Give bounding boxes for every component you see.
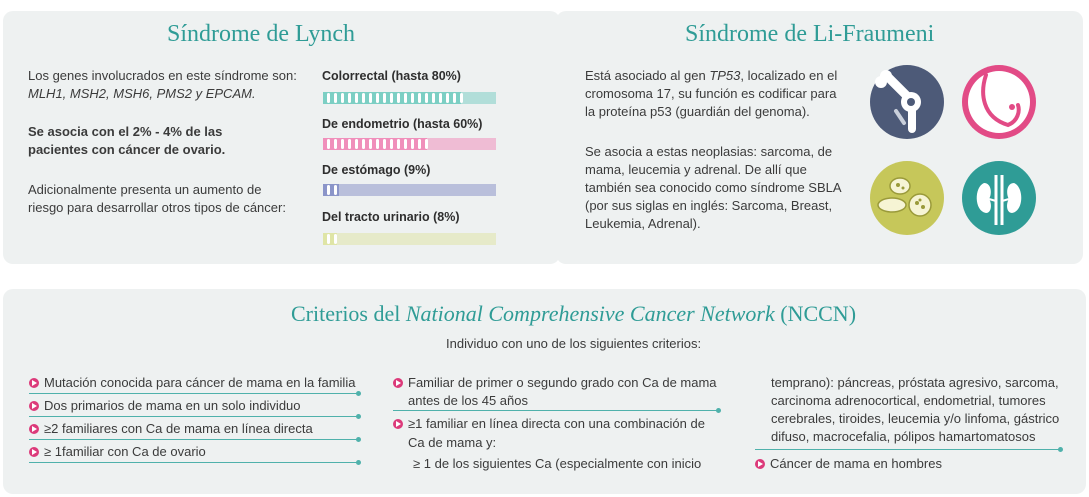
person-mark-icon xyxy=(339,92,346,104)
criteria-item xyxy=(393,374,717,391)
criteria-item xyxy=(29,374,355,391)
bullet-arrow-icon xyxy=(29,424,39,434)
criteria-text-cont: antes de los 45 años xyxy=(408,393,528,408)
bone-sarcoma-icon xyxy=(870,65,944,139)
person-mark-icon xyxy=(416,92,423,104)
li-p2-line4: (por sus siglas en inglés: Sarcoma, Breast, xyxy=(585,198,833,213)
li-fraumeni-card xyxy=(556,11,1083,264)
person-mark-icon xyxy=(332,138,339,150)
person-mark-icon xyxy=(437,92,444,104)
nccn-subtitle: Individuo con uno de los siguientes criterios: xyxy=(446,336,702,351)
lynch-genes-intro: Los genes involucrados en este síndrome son: xyxy=(28,68,297,83)
person-mark-icon xyxy=(353,92,360,104)
lynch-extra-line1: Adicionalmente presenta un aumento de xyxy=(28,182,262,197)
person-mark-icon xyxy=(346,138,353,150)
blood-cells-icon xyxy=(870,161,944,235)
person-mark-icon xyxy=(332,233,339,245)
li-p2-line1: Se asocia a estas neoplasias: sarcoma, de xyxy=(585,144,833,159)
person-mark-icon xyxy=(381,92,388,104)
criteria-item xyxy=(393,415,705,432)
li-p1-line2: cromosoma 17, su función es codificar para xyxy=(585,86,837,101)
criteria-text: Dos primarios de mama en un solo individuo xyxy=(44,398,301,413)
bar-endometrio xyxy=(323,138,496,150)
criteria-text: ≥ 1familiar con Ca de ovario xyxy=(44,444,206,459)
divider xyxy=(29,416,359,417)
divider xyxy=(29,393,359,394)
person-mark-icon xyxy=(423,92,430,104)
person-mark-icon xyxy=(360,138,367,150)
bullet-arrow-icon xyxy=(29,447,39,457)
person-mark-icon xyxy=(325,92,332,104)
person-mark-icon xyxy=(458,92,465,104)
person-mark-icon xyxy=(444,92,451,104)
li-p2-line5: Leukemia, Adrenal). xyxy=(585,216,701,231)
person-mark-icon xyxy=(395,92,402,104)
li-p1-post: , localizado en el xyxy=(740,68,838,83)
person-mark-icon xyxy=(402,138,409,150)
bullet-arrow-icon xyxy=(393,378,403,388)
person-mark-icon xyxy=(325,138,332,150)
lynch-risk-line2: pacientes con cáncer de ovario. xyxy=(28,142,226,157)
criteria-text-cont: Ca de mama y: xyxy=(408,435,497,450)
person-mark-icon xyxy=(374,92,381,104)
person-mark-icon xyxy=(332,184,339,196)
li-p2-line3: también sea conocido como síndrome SBLA xyxy=(585,180,842,195)
criteria-text: Mutación conocida para cáncer de mama en la familia xyxy=(44,375,356,390)
bullet-arrow-icon xyxy=(29,378,39,388)
bar-label-estomago: De estómago (9%) xyxy=(322,163,431,177)
kidney-adrenal-icon xyxy=(962,161,1036,235)
criteria-item xyxy=(29,397,301,414)
criteria-text: Cáncer de mama en hombres xyxy=(770,456,942,471)
person-mark-icon xyxy=(360,92,367,104)
criteria-text-cont: carcinoma adrenocortical, endometrial, tumores xyxy=(771,393,1046,408)
lynch-title: Síndrome de Lynch xyxy=(167,21,355,47)
criteria-text: ≥2 familiares con Ca de mama en línea directa xyxy=(44,421,313,436)
li-p2-line2: mama, leucemia y adrenal. De allí que xyxy=(585,162,807,177)
nccn-title xyxy=(291,301,856,327)
criteria-text-cont: temprano): páncreas, próstata agresivo, sarcoma, xyxy=(771,375,1059,390)
bar-label-colorrectal: Colorrectal (hasta 80%) xyxy=(322,69,461,83)
person-mark-icon xyxy=(332,92,339,104)
li-p1-pre: Está asociado al gen xyxy=(585,68,710,83)
divider xyxy=(29,462,359,463)
person-mark-icon xyxy=(430,92,437,104)
criteria-text-cont: difuso, macrocefalia, pólipos hamartomatosos xyxy=(771,429,1036,444)
nccn-title-pre: Criterios del xyxy=(291,301,406,326)
gene-tp53: TP53 xyxy=(709,68,741,83)
lynch-genes-list: MLH1, MSH2, MSH6, PMS2 y EPCAM. xyxy=(28,86,256,101)
person-mark-icon xyxy=(402,92,409,104)
nccn-title-post: (NCCN) xyxy=(774,301,857,326)
nccn-title-italic: National Comprehensive Cancer Network xyxy=(405,301,775,326)
person-mark-icon xyxy=(367,138,374,150)
li-p1-line3: la proteína p53 (guardián del genoma). xyxy=(585,104,810,119)
criteria-text-cont: cerebrales, tiroides, leucemia y/o linfoma, gástrico xyxy=(771,411,1060,426)
bar-label-tracto-urinario: Del tracto urinario (8%) xyxy=(322,210,460,224)
person-mark-icon xyxy=(325,233,332,245)
bullet-arrow-icon xyxy=(755,459,765,469)
lynch-syndrome-card xyxy=(3,11,560,264)
li-p1-line1 xyxy=(585,67,837,85)
lynch-risk-line1: Se asocia con el 2% - 4% de las xyxy=(28,124,223,139)
person-mark-icon xyxy=(381,138,388,150)
person-mark-icon xyxy=(451,92,458,104)
divider xyxy=(755,449,1061,450)
person-mark-icon xyxy=(395,138,402,150)
criteria-item xyxy=(755,455,942,472)
criteria-text-cont: ≥ 1 de los siguientes Ca (especialmente con inicio xyxy=(413,456,702,471)
person-mark-icon xyxy=(339,138,346,150)
person-mark-icon xyxy=(388,138,395,150)
person-mark-icon xyxy=(353,138,360,150)
person-mark-icon xyxy=(374,138,381,150)
person-mark-icon xyxy=(325,184,332,196)
li-fraumeni-title: Síndrome de Li-Fraumeni xyxy=(685,21,935,47)
bullet-arrow-icon xyxy=(29,401,39,411)
bullet-arrow-icon xyxy=(393,419,403,429)
person-mark-icon xyxy=(346,92,353,104)
person-mark-icon xyxy=(423,138,430,150)
criteria-text: Familiar de primer o segundo grado con Ca de mama xyxy=(408,375,717,390)
bar-label-endometrio: De endometrio (hasta 60%) xyxy=(322,117,483,131)
criteria-item xyxy=(29,420,313,437)
criteria-item xyxy=(29,443,206,460)
bar-tracto-urinario xyxy=(323,233,496,245)
person-mark-icon xyxy=(416,138,423,150)
divider xyxy=(393,410,719,411)
bar-estomago xyxy=(323,184,496,196)
bar-colorrectal xyxy=(323,92,496,104)
person-mark-icon xyxy=(388,92,395,104)
nccn-criteria-card xyxy=(3,289,1086,494)
person-mark-icon xyxy=(409,92,416,104)
person-mark-icon xyxy=(409,138,416,150)
lynch-extra-line2: riesgo para desarrollar otros tipos de cáncer: xyxy=(28,200,286,215)
criteria-text: ≥1 familiar en línea directa con una combinación de xyxy=(408,416,705,431)
divider xyxy=(29,439,359,440)
person-mark-icon xyxy=(367,92,374,104)
breast-icon xyxy=(962,65,1036,139)
